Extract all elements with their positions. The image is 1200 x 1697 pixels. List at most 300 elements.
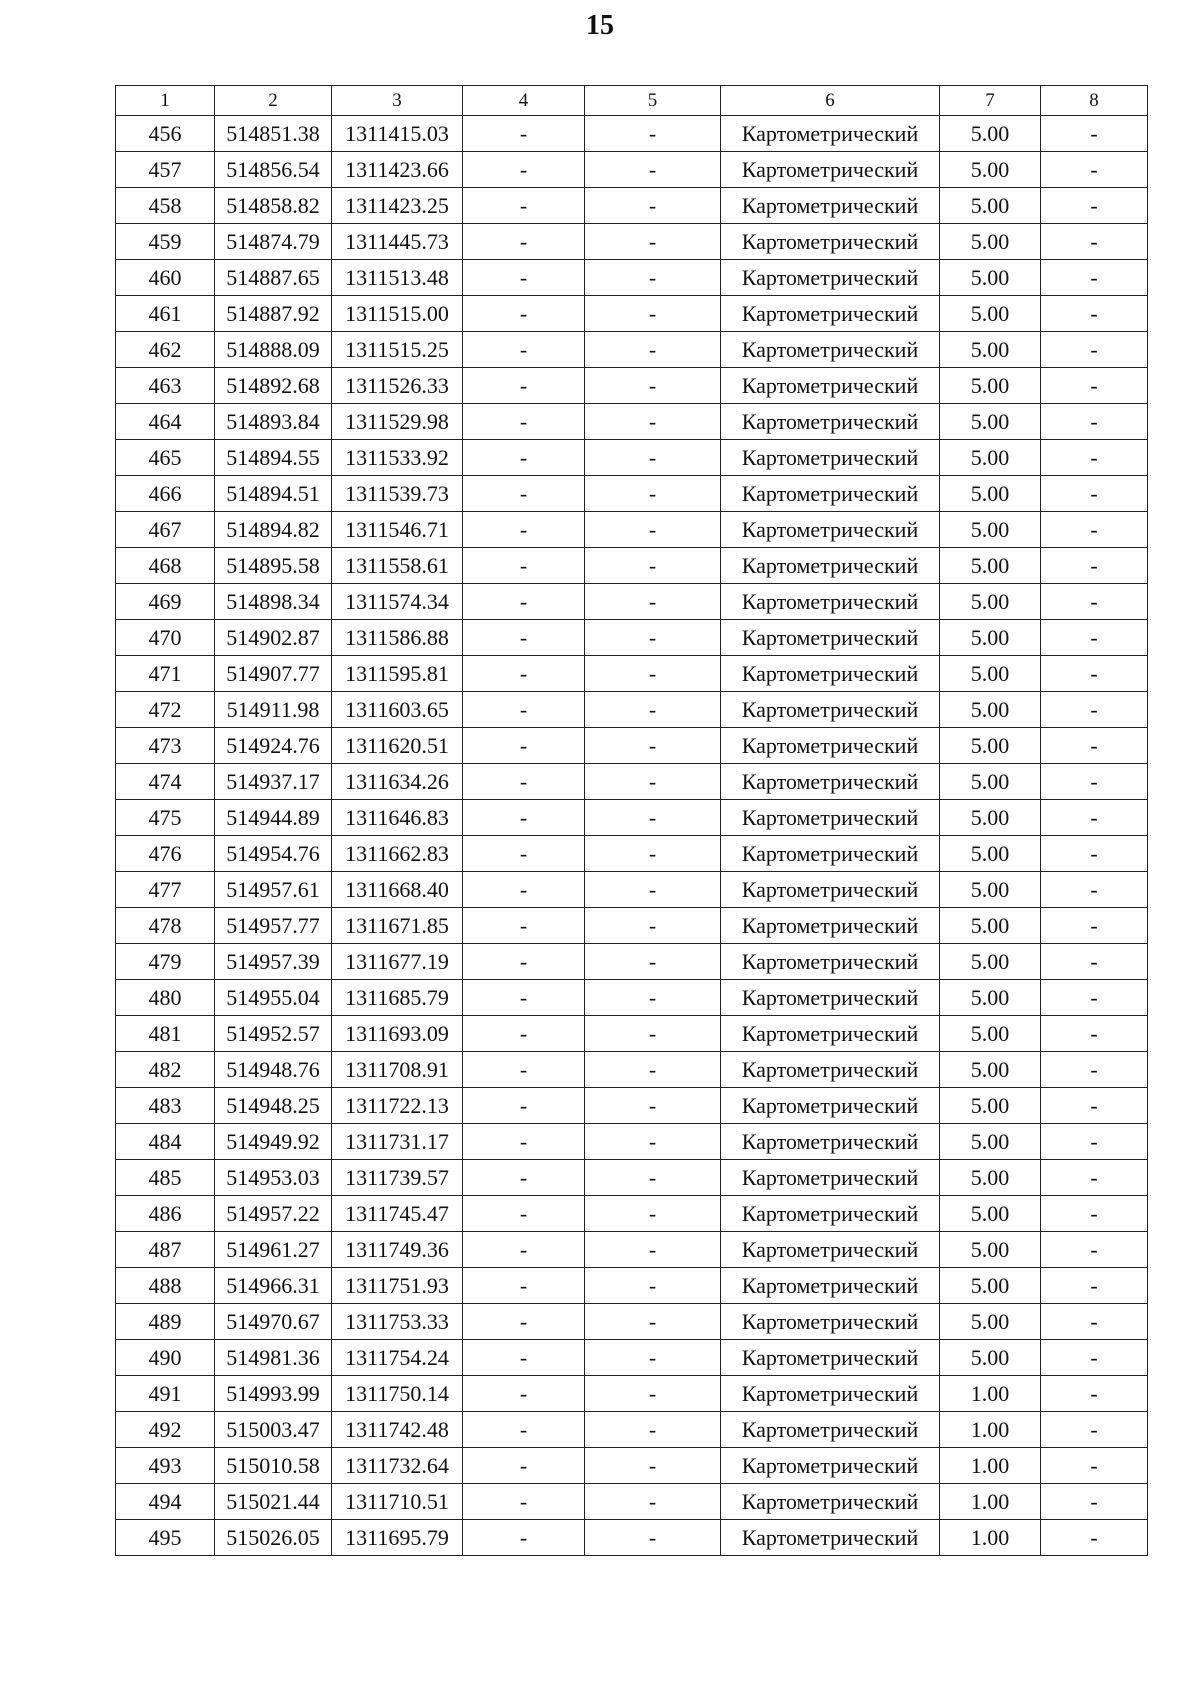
cell-col-5-value: - bbox=[585, 800, 721, 836]
cell-method: Картометрический bbox=[721, 584, 940, 620]
cell-x-coordinate: 514937.17 bbox=[215, 764, 332, 800]
table-body bbox=[116, 116, 1148, 1556]
cell-point-number: 488 bbox=[116, 1268, 215, 1304]
cell-point-number: 467 bbox=[116, 512, 215, 548]
cell-accuracy: 5.00 bbox=[940, 620, 1041, 656]
cell-col-5-value: - bbox=[585, 260, 721, 296]
cell-method: Картометрический bbox=[721, 836, 940, 872]
table-row bbox=[116, 836, 1148, 872]
cell-method: Картометрический bbox=[721, 152, 940, 188]
cell-col-4-value: - bbox=[463, 440, 585, 476]
cell-col-4-value: - bbox=[463, 584, 585, 620]
cell-point-number: 456 bbox=[116, 116, 215, 152]
cell-accuracy: 5.00 bbox=[940, 1304, 1041, 1340]
cell-point-number: 468 bbox=[116, 548, 215, 584]
cell-y-coordinate: 1311708.91 bbox=[332, 1052, 463, 1088]
cell-accuracy: 1.00 bbox=[940, 1520, 1041, 1556]
table-row bbox=[116, 728, 1148, 764]
cell-point-number: 479 bbox=[116, 944, 215, 980]
cell-accuracy: 5.00 bbox=[940, 980, 1041, 1016]
cell-accuracy: 5.00 bbox=[940, 836, 1041, 872]
cell-method: Картометрический bbox=[721, 440, 940, 476]
cell-x-coordinate: 514887.65 bbox=[215, 260, 332, 296]
cell-y-coordinate: 1311423.25 bbox=[332, 188, 463, 224]
cell-y-coordinate: 1311753.33 bbox=[332, 1304, 463, 1340]
cell-method: Картометрический bbox=[721, 692, 940, 728]
cell-accuracy: 5.00 bbox=[940, 512, 1041, 548]
cell-col-8-value: - bbox=[1041, 1016, 1148, 1052]
table-row bbox=[116, 476, 1148, 512]
cell-col-5-value: - bbox=[585, 1412, 721, 1448]
cell-method: Картометрический bbox=[721, 368, 940, 404]
cell-col-5-value: - bbox=[585, 1268, 721, 1304]
cell-point-number: 470 bbox=[116, 620, 215, 656]
cell-accuracy: 1.00 bbox=[940, 1412, 1041, 1448]
table-row bbox=[116, 332, 1148, 368]
cell-point-number: 471 bbox=[116, 656, 215, 692]
cell-col-4-value: - bbox=[463, 872, 585, 908]
cell-x-coordinate: 514858.82 bbox=[215, 188, 332, 224]
cell-col-4-value: - bbox=[463, 692, 585, 728]
cell-col-8-value: - bbox=[1041, 1448, 1148, 1484]
cell-y-coordinate: 1311693.09 bbox=[332, 1016, 463, 1052]
cell-col-4-value: - bbox=[463, 944, 585, 980]
cell-col-5-value: - bbox=[585, 1196, 721, 1232]
cell-col-5-value: - bbox=[585, 908, 721, 944]
table-row bbox=[116, 800, 1148, 836]
cell-accuracy: 5.00 bbox=[940, 188, 1041, 224]
cell-col-8-value: - bbox=[1041, 1160, 1148, 1196]
cell-x-coordinate: 514856.54 bbox=[215, 152, 332, 188]
column-header-3: 3 bbox=[332, 86, 463, 116]
cell-method: Картометрический bbox=[721, 1412, 940, 1448]
cell-col-8-value: - bbox=[1041, 1232, 1148, 1268]
cell-point-number: 461 bbox=[116, 296, 215, 332]
cell-x-coordinate: 514944.89 bbox=[215, 800, 332, 836]
cell-col-8-value: - bbox=[1041, 656, 1148, 692]
cell-col-8-value: - bbox=[1041, 944, 1148, 980]
cell-col-5-value: - bbox=[585, 728, 721, 764]
cell-point-number: 457 bbox=[116, 152, 215, 188]
cell-y-coordinate: 1311415.03 bbox=[332, 116, 463, 152]
cell-method: Картометрический bbox=[721, 1088, 940, 1124]
cell-point-number: 474 bbox=[116, 764, 215, 800]
column-header-6: 6 bbox=[721, 86, 940, 116]
cell-col-4-value: - bbox=[463, 296, 585, 332]
cell-col-8-value: - bbox=[1041, 728, 1148, 764]
cell-y-coordinate: 1311603.65 bbox=[332, 692, 463, 728]
cell-method: Картометрический bbox=[721, 1520, 940, 1556]
cell-col-8-value: - bbox=[1041, 332, 1148, 368]
cell-col-5-value: - bbox=[585, 404, 721, 440]
cell-x-coordinate: 514957.61 bbox=[215, 872, 332, 908]
cell-col-8-value: - bbox=[1041, 152, 1148, 188]
cell-col-8-value: - bbox=[1041, 224, 1148, 260]
cell-col-4-value: - bbox=[463, 1052, 585, 1088]
cell-y-coordinate: 1311671.85 bbox=[332, 908, 463, 944]
cell-x-coordinate: 514887.92 bbox=[215, 296, 332, 332]
cell-accuracy: 5.00 bbox=[940, 656, 1041, 692]
table-row bbox=[116, 872, 1148, 908]
cell-col-4-value: - bbox=[463, 1196, 585, 1232]
cell-y-coordinate: 1311586.88 bbox=[332, 620, 463, 656]
cell-col-8-value: - bbox=[1041, 116, 1148, 152]
column-header-1: 1 bbox=[116, 86, 215, 116]
cell-col-4-value: - bbox=[463, 1124, 585, 1160]
cell-method: Картометрический bbox=[721, 1376, 940, 1412]
cell-col-5-value: - bbox=[585, 1124, 721, 1160]
cell-col-4-value: - bbox=[463, 404, 585, 440]
table-row bbox=[116, 656, 1148, 692]
cell-col-8-value: - bbox=[1041, 1412, 1148, 1448]
cell-col-4-value: - bbox=[463, 1016, 585, 1052]
cell-method: Картометрический bbox=[721, 1016, 940, 1052]
table-row bbox=[116, 116, 1148, 152]
cell-col-5-value: - bbox=[585, 368, 721, 404]
cell-accuracy: 5.00 bbox=[940, 152, 1041, 188]
cell-point-number: 464 bbox=[116, 404, 215, 440]
cell-y-coordinate: 1311558.61 bbox=[332, 548, 463, 584]
cell-point-number: 465 bbox=[116, 440, 215, 476]
cell-point-number: 491 bbox=[116, 1376, 215, 1412]
cell-col-8-value: - bbox=[1041, 404, 1148, 440]
cell-col-4-value: - bbox=[463, 908, 585, 944]
cell-x-coordinate: 514924.76 bbox=[215, 728, 332, 764]
cell-y-coordinate: 1311445.73 bbox=[332, 224, 463, 260]
cell-accuracy: 5.00 bbox=[940, 368, 1041, 404]
cell-x-coordinate: 514981.36 bbox=[215, 1340, 332, 1376]
cell-col-8-value: - bbox=[1041, 512, 1148, 548]
table-row bbox=[116, 1052, 1148, 1088]
cell-col-4-value: - bbox=[463, 512, 585, 548]
cell-accuracy: 5.00 bbox=[940, 548, 1041, 584]
cell-accuracy: 5.00 bbox=[940, 692, 1041, 728]
cell-x-coordinate: 514907.77 bbox=[215, 656, 332, 692]
table-row bbox=[116, 1088, 1148, 1124]
cell-col-4-value: - bbox=[463, 1484, 585, 1520]
cell-y-coordinate: 1311750.14 bbox=[332, 1376, 463, 1412]
cell-col-8-value: - bbox=[1041, 1124, 1148, 1160]
column-header-4: 4 bbox=[463, 86, 585, 116]
cell-y-coordinate: 1311646.83 bbox=[332, 800, 463, 836]
cell-x-coordinate: 514954.76 bbox=[215, 836, 332, 872]
table-row bbox=[116, 1376, 1148, 1412]
table-row bbox=[116, 1412, 1148, 1448]
cell-method: Картометрический bbox=[721, 728, 940, 764]
cell-x-coordinate: 514970.67 bbox=[215, 1304, 332, 1340]
cell-point-number: 482 bbox=[116, 1052, 215, 1088]
cell-y-coordinate: 1311754.24 bbox=[332, 1340, 463, 1376]
cell-accuracy: 1.00 bbox=[940, 1484, 1041, 1520]
cell-x-coordinate: 514894.82 bbox=[215, 512, 332, 548]
coordinates-table bbox=[115, 85, 1148, 1556]
cell-point-number: 495 bbox=[116, 1520, 215, 1556]
cell-col-5-value: - bbox=[585, 836, 721, 872]
cell-col-8-value: - bbox=[1041, 1196, 1148, 1232]
page-number: 15 bbox=[586, 10, 614, 41]
cell-col-8-value: - bbox=[1041, 368, 1148, 404]
cell-y-coordinate: 1311513.48 bbox=[332, 260, 463, 296]
cell-x-coordinate: 514955.04 bbox=[215, 980, 332, 1016]
cell-accuracy: 5.00 bbox=[940, 476, 1041, 512]
cell-point-number: 481 bbox=[116, 1016, 215, 1052]
table-row bbox=[116, 908, 1148, 944]
cell-y-coordinate: 1311620.51 bbox=[332, 728, 463, 764]
cell-point-number: 484 bbox=[116, 1124, 215, 1160]
cell-col-8-value: - bbox=[1041, 764, 1148, 800]
cell-method: Картометрический bbox=[721, 1484, 940, 1520]
cell-col-8-value: - bbox=[1041, 908, 1148, 944]
cell-col-5-value: - bbox=[585, 116, 721, 152]
cell-point-number: 485 bbox=[116, 1160, 215, 1196]
table-row bbox=[116, 548, 1148, 584]
cell-col-5-value: - bbox=[585, 152, 721, 188]
cell-point-number: 476 bbox=[116, 836, 215, 872]
table-row bbox=[116, 188, 1148, 224]
cell-point-number: 458 bbox=[116, 188, 215, 224]
cell-method: Картометрический bbox=[721, 1340, 940, 1376]
cell-y-coordinate: 1311533.92 bbox=[332, 440, 463, 476]
cell-col-4-value: - bbox=[463, 1232, 585, 1268]
cell-col-5-value: - bbox=[585, 1088, 721, 1124]
cell-col-8-value: - bbox=[1041, 188, 1148, 224]
cell-y-coordinate: 1311546.71 bbox=[332, 512, 463, 548]
cell-col-4-value: - bbox=[463, 1520, 585, 1556]
cell-col-8-value: - bbox=[1041, 800, 1148, 836]
cell-col-8-value: - bbox=[1041, 1520, 1148, 1556]
cell-point-number: 469 bbox=[116, 584, 215, 620]
cell-point-number: 487 bbox=[116, 1232, 215, 1268]
cell-accuracy: 5.00 bbox=[940, 116, 1041, 152]
cell-y-coordinate: 1311526.33 bbox=[332, 368, 463, 404]
cell-accuracy: 5.00 bbox=[940, 728, 1041, 764]
cell-point-number: 492 bbox=[116, 1412, 215, 1448]
cell-x-coordinate: 514902.87 bbox=[215, 620, 332, 656]
cell-col-5-value: - bbox=[585, 980, 721, 1016]
cell-col-4-value: - bbox=[463, 152, 585, 188]
cell-x-coordinate: 514895.58 bbox=[215, 548, 332, 584]
cell-x-coordinate: 514966.31 bbox=[215, 1268, 332, 1304]
cell-y-coordinate: 1311677.19 bbox=[332, 944, 463, 980]
cell-x-coordinate: 514948.25 bbox=[215, 1088, 332, 1124]
cell-x-coordinate: 514894.55 bbox=[215, 440, 332, 476]
cell-x-coordinate: 514957.77 bbox=[215, 908, 332, 944]
cell-point-number: 462 bbox=[116, 332, 215, 368]
table-header-row bbox=[116, 86, 1148, 116]
table-row bbox=[116, 1196, 1148, 1232]
cell-x-coordinate: 515021.44 bbox=[215, 1484, 332, 1520]
cell-col-8-value: - bbox=[1041, 1484, 1148, 1520]
cell-point-number: 466 bbox=[116, 476, 215, 512]
cell-accuracy: 5.00 bbox=[940, 1268, 1041, 1304]
cell-col-5-value: - bbox=[585, 1052, 721, 1088]
cell-method: Картометрический bbox=[721, 476, 940, 512]
cell-col-4-value: - bbox=[463, 260, 585, 296]
cell-col-5-value: - bbox=[585, 872, 721, 908]
cell-point-number: 472 bbox=[116, 692, 215, 728]
cell-accuracy: 5.00 bbox=[940, 1160, 1041, 1196]
cell-x-coordinate: 515003.47 bbox=[215, 1412, 332, 1448]
cell-accuracy: 5.00 bbox=[940, 872, 1041, 908]
cell-y-coordinate: 1311634.26 bbox=[332, 764, 463, 800]
cell-col-4-value: - bbox=[463, 116, 585, 152]
cell-accuracy: 5.00 bbox=[940, 1016, 1041, 1052]
cell-x-coordinate: 514892.68 bbox=[215, 368, 332, 404]
cell-col-4-value: - bbox=[463, 224, 585, 260]
cell-y-coordinate: 1311695.79 bbox=[332, 1520, 463, 1556]
cell-col-4-value: - bbox=[463, 656, 585, 692]
cell-accuracy: 5.00 bbox=[940, 800, 1041, 836]
table-row bbox=[116, 368, 1148, 404]
cell-accuracy: 5.00 bbox=[940, 404, 1041, 440]
cell-col-4-value: - bbox=[463, 1412, 585, 1448]
cell-method: Картометрический bbox=[721, 1268, 940, 1304]
cell-accuracy: 5.00 bbox=[940, 1340, 1041, 1376]
cell-method: Картометрический bbox=[721, 764, 940, 800]
cell-col-5-value: - bbox=[585, 1448, 721, 1484]
cell-col-8-value: - bbox=[1041, 260, 1148, 296]
table-row bbox=[116, 1268, 1148, 1304]
cell-y-coordinate: 1311742.48 bbox=[332, 1412, 463, 1448]
cell-method: Картометрический bbox=[721, 116, 940, 152]
cell-method: Картометрический bbox=[721, 548, 940, 584]
cell-point-number: 489 bbox=[116, 1304, 215, 1340]
cell-col-8-value: - bbox=[1041, 476, 1148, 512]
cell-point-number: 460 bbox=[116, 260, 215, 296]
cell-col-8-value: - bbox=[1041, 1268, 1148, 1304]
cell-col-5-value: - bbox=[585, 296, 721, 332]
cell-method: Картометрический bbox=[721, 1232, 940, 1268]
cell-y-coordinate: 1311685.79 bbox=[332, 980, 463, 1016]
cell-accuracy: 5.00 bbox=[940, 332, 1041, 368]
cell-method: Картометрический bbox=[721, 332, 940, 368]
cell-x-coordinate: 514888.09 bbox=[215, 332, 332, 368]
table-row bbox=[116, 1232, 1148, 1268]
cell-col-4-value: - bbox=[463, 548, 585, 584]
cell-col-8-value: - bbox=[1041, 872, 1148, 908]
cell-accuracy: 1.00 bbox=[940, 1448, 1041, 1484]
table-row bbox=[116, 1016, 1148, 1052]
cell-col-8-value: - bbox=[1041, 548, 1148, 584]
cell-y-coordinate: 1311739.57 bbox=[332, 1160, 463, 1196]
cell-accuracy: 5.00 bbox=[940, 764, 1041, 800]
cell-col-5-value: - bbox=[585, 1520, 721, 1556]
cell-y-coordinate: 1311539.73 bbox=[332, 476, 463, 512]
cell-col-8-value: - bbox=[1041, 620, 1148, 656]
cell-point-number: 490 bbox=[116, 1340, 215, 1376]
cell-accuracy: 5.00 bbox=[940, 260, 1041, 296]
table-row bbox=[116, 980, 1148, 1016]
cell-y-coordinate: 1311731.17 bbox=[332, 1124, 463, 1160]
cell-col-5-value: - bbox=[585, 656, 721, 692]
cell-col-8-value: - bbox=[1041, 440, 1148, 476]
cell-col-4-value: - bbox=[463, 1160, 585, 1196]
cell-col-5-value: - bbox=[585, 1016, 721, 1052]
cell-point-number: 478 bbox=[116, 908, 215, 944]
table-row bbox=[116, 260, 1148, 296]
cell-col-5-value: - bbox=[585, 476, 721, 512]
table-row bbox=[116, 1340, 1148, 1376]
cell-col-8-value: - bbox=[1041, 692, 1148, 728]
cell-x-coordinate: 514961.27 bbox=[215, 1232, 332, 1268]
table-row bbox=[116, 620, 1148, 656]
cell-x-coordinate: 514894.51 bbox=[215, 476, 332, 512]
cell-method: Картометрический bbox=[721, 260, 940, 296]
table-row bbox=[116, 296, 1148, 332]
cell-method: Картометрический bbox=[721, 296, 940, 332]
cell-point-number: 477 bbox=[116, 872, 215, 908]
cell-col-4-value: - bbox=[463, 1088, 585, 1124]
cell-accuracy: 1.00 bbox=[940, 1376, 1041, 1412]
table-row bbox=[116, 1124, 1148, 1160]
cell-col-4-value: - bbox=[463, 332, 585, 368]
cell-col-5-value: - bbox=[585, 584, 721, 620]
cell-accuracy: 5.00 bbox=[940, 440, 1041, 476]
cell-y-coordinate: 1311749.36 bbox=[332, 1232, 463, 1268]
cell-col-4-value: - bbox=[463, 1268, 585, 1304]
cell-method: Картометрический bbox=[721, 224, 940, 260]
cell-col-8-value: - bbox=[1041, 980, 1148, 1016]
table-row bbox=[116, 1304, 1148, 1340]
cell-x-coordinate: 514911.98 bbox=[215, 692, 332, 728]
cell-accuracy: 5.00 bbox=[940, 224, 1041, 260]
cell-method: Картометрический bbox=[721, 980, 940, 1016]
cell-method: Картометрический bbox=[721, 404, 940, 440]
table-row bbox=[116, 1520, 1148, 1556]
cell-col-4-value: - bbox=[463, 1376, 585, 1412]
cell-method: Картометрический bbox=[721, 872, 940, 908]
cell-col-4-value: - bbox=[463, 728, 585, 764]
cell-method: Картометрический bbox=[721, 908, 940, 944]
cell-col-4-value: - bbox=[463, 1304, 585, 1340]
cell-accuracy: 5.00 bbox=[940, 944, 1041, 980]
cell-x-coordinate: 515010.58 bbox=[215, 1448, 332, 1484]
cell-col-5-value: - bbox=[585, 440, 721, 476]
cell-y-coordinate: 1311722.13 bbox=[332, 1088, 463, 1124]
cell-col-5-value: - bbox=[585, 332, 721, 368]
cell-x-coordinate: 514957.39 bbox=[215, 944, 332, 980]
cell-col-5-value: - bbox=[585, 512, 721, 548]
cell-method: Картометрический bbox=[721, 512, 940, 548]
cell-col-8-value: - bbox=[1041, 296, 1148, 332]
cell-point-number: 463 bbox=[116, 368, 215, 404]
cell-x-coordinate: 514898.34 bbox=[215, 584, 332, 620]
column-header-7: 7 bbox=[940, 86, 1041, 116]
table-row bbox=[116, 764, 1148, 800]
cell-col-5-value: - bbox=[585, 548, 721, 584]
cell-col-4-value: - bbox=[463, 836, 585, 872]
cell-accuracy: 5.00 bbox=[940, 1196, 1041, 1232]
cell-y-coordinate: 1311515.25 bbox=[332, 332, 463, 368]
cell-col-5-value: - bbox=[585, 764, 721, 800]
cell-x-coordinate: 514952.57 bbox=[215, 1016, 332, 1052]
cell-method: Картометрический bbox=[721, 944, 940, 980]
cell-point-number: 493 bbox=[116, 1448, 215, 1484]
cell-point-number: 480 bbox=[116, 980, 215, 1016]
cell-col-5-value: - bbox=[585, 1376, 721, 1412]
cell-point-number: 486 bbox=[116, 1196, 215, 1232]
cell-x-coordinate: 514948.76 bbox=[215, 1052, 332, 1088]
table-row bbox=[116, 152, 1148, 188]
table-row bbox=[116, 584, 1148, 620]
cell-col-5-value: - bbox=[585, 1160, 721, 1196]
cell-col-5-value: - bbox=[585, 620, 721, 656]
cell-y-coordinate: 1311710.51 bbox=[332, 1484, 463, 1520]
table-row bbox=[116, 404, 1148, 440]
table-row bbox=[116, 1160, 1148, 1196]
cell-method: Картометрический bbox=[721, 1160, 940, 1196]
cell-x-coordinate: 514874.79 bbox=[215, 224, 332, 260]
